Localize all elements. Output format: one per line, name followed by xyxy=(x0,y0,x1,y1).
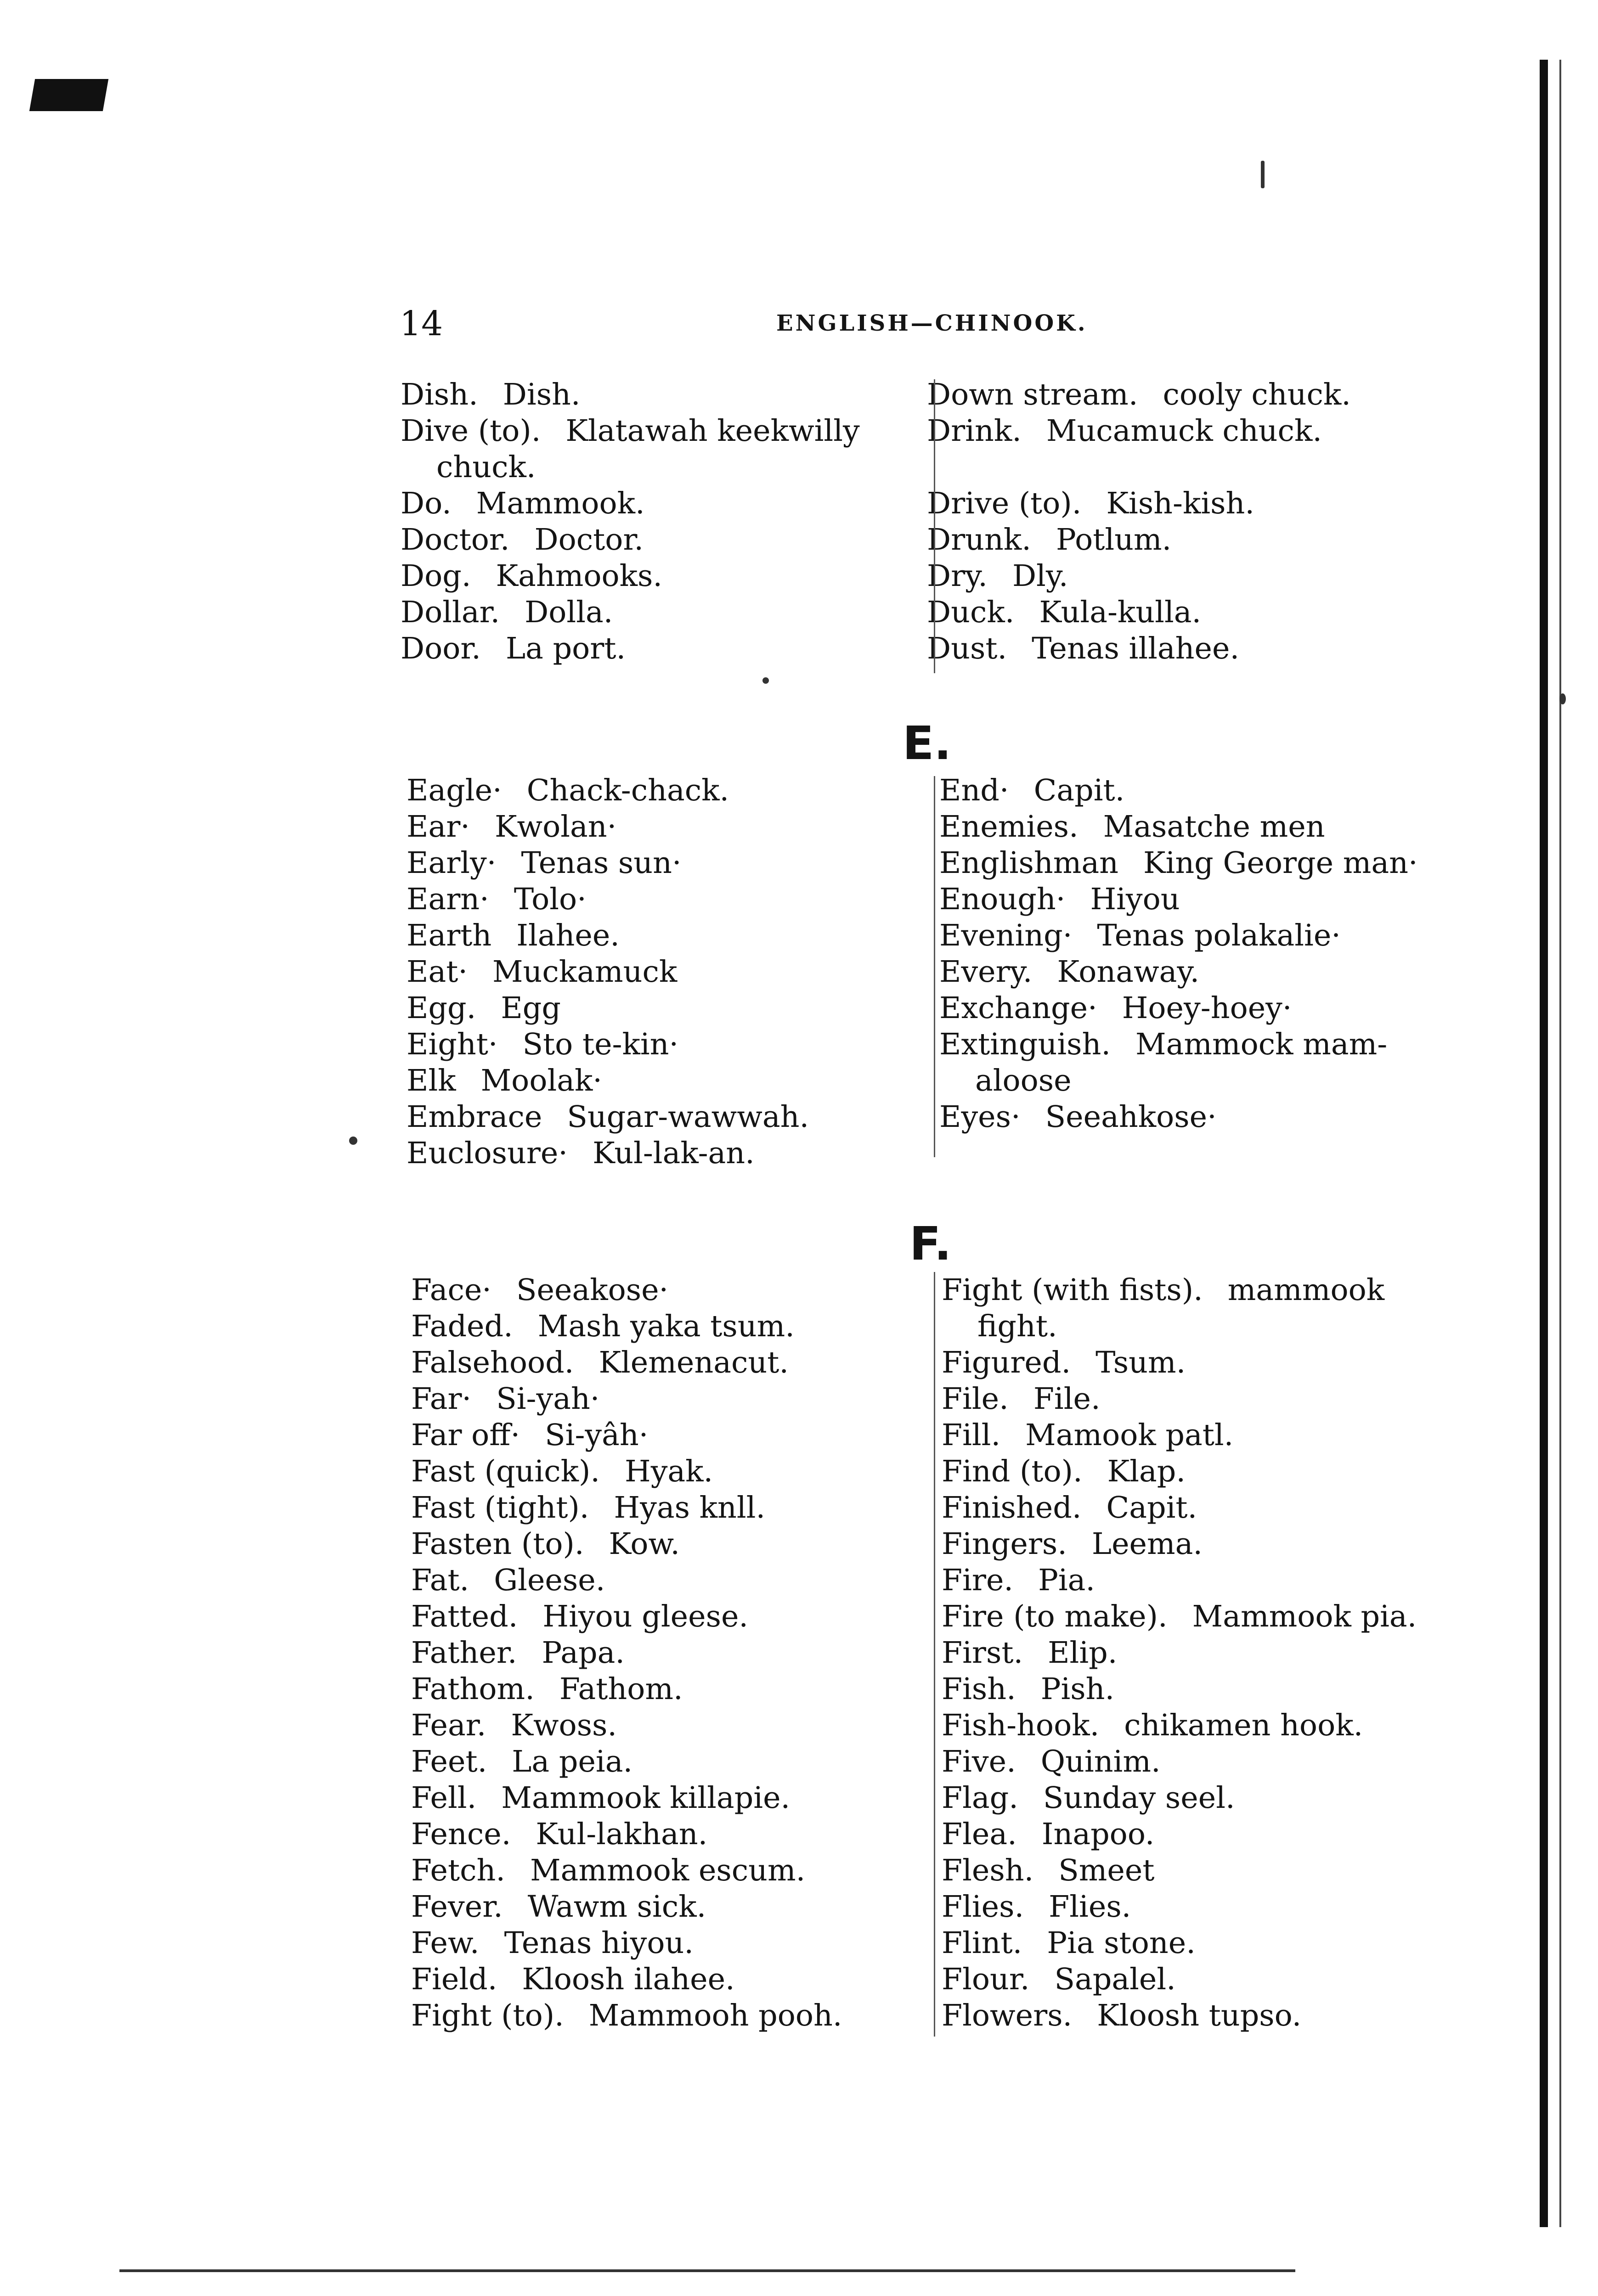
chinook-word: Kahmooks. xyxy=(496,559,663,593)
page-number: 14 xyxy=(400,304,443,343)
scan-speck xyxy=(1559,693,1566,704)
chinook-word: Mammook killapie. xyxy=(501,1781,791,1815)
english-word: Earn· xyxy=(407,882,489,917)
english-word: Eyes· xyxy=(939,1100,1021,1134)
dictionary-entry xyxy=(942,1816,1417,1852)
english-word: Fell. xyxy=(411,1781,477,1815)
english-word: Ear· xyxy=(407,810,470,844)
dictionary-entry xyxy=(942,1925,1417,1961)
english-word: Drive (to). xyxy=(927,486,1082,521)
chinook-word: Pia. xyxy=(1038,1563,1095,1598)
english-word: Flesh. xyxy=(942,1853,1034,1888)
english-word: Duck. xyxy=(927,595,1015,630)
english-word: Fast (tight). xyxy=(411,1491,589,1525)
english-word: Drunk. xyxy=(927,523,1031,557)
dictionary-entry xyxy=(927,413,1351,449)
section-letter-f: F. xyxy=(909,1217,952,1271)
chinook-word: Dish. xyxy=(503,377,581,412)
dictionary-entry xyxy=(411,1598,842,1635)
english-word: Field. xyxy=(411,1962,497,1997)
english-word: Extinguish. xyxy=(939,1027,1111,1062)
chinook-word: Hyak. xyxy=(625,1454,713,1489)
chinook-word: Ilahee. xyxy=(516,918,620,953)
chinook-word: Mammooh pooh. xyxy=(588,1998,842,2033)
english-word: Fill. xyxy=(942,1418,1001,1452)
english-word: Every. xyxy=(939,955,1033,989)
dictionary-entry xyxy=(411,1272,842,1308)
chinook-word: Si-yah· xyxy=(496,1382,600,1416)
chinook-word: Kula-kulla. xyxy=(1039,595,1202,630)
chinook-word: Smeet xyxy=(1058,1853,1155,1888)
english-word: First. xyxy=(942,1636,1023,1670)
english-word: Faded. xyxy=(411,1309,513,1344)
dictionary-entry xyxy=(927,522,1351,558)
dictionary-entry xyxy=(401,558,860,594)
english-word: Fence. xyxy=(411,1817,511,1851)
english-word: Find (to). xyxy=(942,1454,1083,1489)
english-word: Far· xyxy=(411,1382,472,1416)
dictionary-entry xyxy=(407,990,809,1026)
english-word: Enemies. xyxy=(939,810,1079,844)
dictionary-entry xyxy=(411,1707,842,1744)
chinook-word: Kwolan· xyxy=(494,810,617,844)
dictionary-entry xyxy=(411,1308,842,1345)
english-word: Evening· xyxy=(939,918,1073,953)
chinook-word: La port. xyxy=(505,631,626,666)
chinook-word: Tenas polakalie· xyxy=(1097,918,1341,953)
english-word: Feet. xyxy=(411,1745,487,1779)
chinook-word: Chack-chack. xyxy=(526,773,729,808)
chinook-word: Kul-lakhan. xyxy=(536,1817,708,1851)
english-word: Englishman xyxy=(939,846,1118,880)
chinook-word: Klemenacut. xyxy=(599,1345,789,1380)
chinook-word: chikamen hook. xyxy=(1124,1708,1363,1743)
chinook-word: Konaway. xyxy=(1057,955,1200,989)
dictionary-entry xyxy=(407,1063,809,1099)
chinook-word: Tenas illahee. xyxy=(1032,631,1240,666)
dictionary-entry xyxy=(407,917,809,954)
chinook-word: Flies. xyxy=(1049,1890,1131,1924)
dictionary-entry xyxy=(927,558,1351,594)
chinook-word: cooly chuck. xyxy=(1163,377,1351,412)
english-word: Dollar. xyxy=(401,595,500,630)
dictionary-entry xyxy=(411,1998,842,2034)
english-word: File. xyxy=(942,1382,1009,1416)
english-word: Dog. xyxy=(401,559,471,593)
chinook-word: Kish-kish. xyxy=(1106,486,1255,521)
column-divider xyxy=(934,379,935,673)
english-word: Few. xyxy=(411,1926,480,1960)
dictionary-entry xyxy=(942,1272,1417,1308)
english-word: Down stream. xyxy=(927,377,1138,412)
chinook-word: Muckamuck xyxy=(492,955,678,989)
dictionary-entry xyxy=(942,1780,1417,1816)
english-word: Fingers. xyxy=(942,1527,1067,1561)
dictionary-entry xyxy=(407,809,809,845)
dictionary-entry xyxy=(942,1598,1417,1635)
section-d-left-column xyxy=(401,377,860,667)
chinook-word: Mammook pia. xyxy=(1192,1599,1417,1634)
english-word: Fear. xyxy=(411,1708,486,1743)
dictionary-entry xyxy=(927,377,1351,413)
entry-continuation: aloose xyxy=(975,1064,1072,1098)
chinook-word: Wawm sick. xyxy=(527,1890,706,1924)
chinook-word: Leema. xyxy=(1091,1527,1203,1561)
chinook-word: Kloosh tupso. xyxy=(1097,1998,1302,2033)
chinook-word: Tenas sun· xyxy=(521,846,682,880)
dictionary-entry xyxy=(942,1635,1417,1671)
dictionary-entry xyxy=(407,1135,809,1171)
english-word: Fasten (to). xyxy=(411,1527,584,1561)
english-word: Flag. xyxy=(942,1781,1018,1815)
entry-continuation: chuck. xyxy=(436,450,536,484)
english-word: Fish. xyxy=(942,1672,1016,1706)
chinook-word: Gleese. xyxy=(494,1563,605,1598)
chinook-word: Dly. xyxy=(1012,559,1068,593)
running-head: ENGLISH—CHINOOK. xyxy=(776,310,1088,336)
chinook-word: Sunday seel. xyxy=(1043,1781,1235,1815)
dictionary-entry xyxy=(407,1099,809,1135)
section-e-left-column xyxy=(407,772,809,1171)
english-word: Dry. xyxy=(927,559,988,593)
dictionary-entry xyxy=(939,1099,1418,1135)
blank-row xyxy=(927,449,1351,485)
english-word: Flowers. xyxy=(942,1998,1073,2033)
dictionary-entry xyxy=(401,413,860,449)
chinook-word: Mammook. xyxy=(476,486,645,521)
dictionary-entry xyxy=(411,1453,842,1490)
section-f-right-column xyxy=(942,1272,1417,2034)
dictionary-entry xyxy=(927,485,1351,522)
english-word: Fathom. xyxy=(411,1672,535,1706)
chinook-word: Masatche men xyxy=(1103,810,1325,844)
dictionary-entry xyxy=(942,1562,1417,1598)
dictionary-entry xyxy=(411,1635,842,1671)
dictionary-entry xyxy=(942,1417,1417,1453)
chinook-word: Mucamuck chuck. xyxy=(1046,414,1322,448)
dictionary-entry xyxy=(411,1816,842,1852)
dictionary-entry xyxy=(942,1889,1417,1925)
dictionary-entry xyxy=(411,1961,842,1998)
chinook-word: Tolo· xyxy=(514,882,587,917)
english-word: Euclosure· xyxy=(407,1136,568,1171)
english-word: Dive (to). xyxy=(401,414,541,448)
dictionary-entry xyxy=(942,1852,1417,1889)
english-word: Fire. xyxy=(942,1563,1014,1598)
english-word: Fast (quick). xyxy=(411,1454,600,1489)
english-word: Figured. xyxy=(942,1345,1071,1380)
dictionary-entry xyxy=(411,1744,842,1780)
english-word: Face· xyxy=(411,1273,491,1307)
chinook-word: Tsum. xyxy=(1095,1345,1186,1380)
dictionary-entry xyxy=(401,630,860,667)
chinook-word: Pish. xyxy=(1040,1672,1115,1706)
english-word: Eight· xyxy=(407,1027,498,1062)
dictionary-entry xyxy=(401,522,860,558)
dictionary-entry xyxy=(942,1381,1417,1417)
dictionary-entry xyxy=(411,1490,842,1526)
chinook-word: Hiyou xyxy=(1090,882,1180,917)
dictionary-entry xyxy=(407,954,809,990)
dictionary-entry xyxy=(407,772,809,809)
english-word: Earth xyxy=(407,918,492,953)
english-word: Fever. xyxy=(411,1890,503,1924)
scan-speck xyxy=(349,1137,357,1145)
dictionary-entry xyxy=(411,1780,842,1816)
binding-edge-rule xyxy=(1540,60,1548,2227)
dictionary-entry xyxy=(942,1744,1417,1780)
english-word: Father. xyxy=(411,1636,517,1670)
dictionary-entry xyxy=(411,1526,842,1562)
chinook-word: Hiyou gleese. xyxy=(542,1599,749,1634)
chinook-word: Hyas knll. xyxy=(614,1491,766,1525)
dictionary-entry xyxy=(401,594,860,630)
dictionary-entry xyxy=(942,1671,1417,1707)
english-word: Five. xyxy=(942,1745,1016,1779)
chinook-word: Klatawah keekwilly xyxy=(565,414,860,448)
chinook-word: Si-yâh· xyxy=(545,1418,649,1452)
section-f-left-column xyxy=(411,1272,842,2034)
chinook-word: Capit. xyxy=(1106,1491,1197,1525)
page-header xyxy=(400,304,1456,350)
dictionary-entry xyxy=(411,1381,842,1417)
english-word: Fish-hook. xyxy=(942,1708,1100,1743)
chinook-word: Egg xyxy=(501,991,561,1025)
entry-continuation: fight. xyxy=(977,1309,1057,1344)
chinook-word: Sto te-kin· xyxy=(522,1027,679,1062)
chinook-word: Tenas hiyou. xyxy=(504,1926,694,1960)
english-word: Fire (to make). xyxy=(942,1599,1168,1634)
english-word: Fight (to). xyxy=(411,1998,564,2033)
dictionary-entry xyxy=(407,845,809,881)
english-word: Embrace xyxy=(407,1100,542,1134)
dictionary-entry xyxy=(939,990,1418,1026)
dictionary-entry xyxy=(411,1671,842,1707)
chinook-word: La peia. xyxy=(512,1745,633,1779)
english-word: End· xyxy=(939,773,1009,808)
chinook-word: Kwoss. xyxy=(511,1708,617,1743)
chinook-word: Hoey-hoey· xyxy=(1122,991,1292,1025)
english-word: Finished. xyxy=(942,1491,1082,1525)
english-word: Fetch. xyxy=(411,1853,506,1888)
dictionary-entry xyxy=(411,1889,842,1925)
chinook-word: Pia stone. xyxy=(1047,1926,1196,1960)
dictionary-entry xyxy=(411,1852,842,1889)
chinook-word: Quinim. xyxy=(1040,1745,1161,1779)
english-word: Dish. xyxy=(401,377,478,412)
english-word: Elk xyxy=(407,1064,456,1098)
chinook-word: File. xyxy=(1033,1382,1101,1416)
column-divider xyxy=(934,776,935,1157)
chinook-word: Inapoo. xyxy=(1041,1817,1155,1851)
chinook-word: Moolak· xyxy=(480,1064,603,1098)
section-d-right-column xyxy=(927,377,1351,667)
dictionary-entry xyxy=(939,1026,1418,1063)
chinook-word: Kloosh ilahee. xyxy=(522,1962,735,1997)
english-word: Do. xyxy=(401,486,452,521)
chinook-word: Seeakose· xyxy=(516,1273,669,1307)
chinook-word: Kow. xyxy=(609,1527,680,1561)
chinook-word: Dolla. xyxy=(525,595,613,630)
scan-corner-mark xyxy=(29,79,108,111)
chinook-word: Fathom. xyxy=(559,1672,683,1706)
chinook-word: Potlum. xyxy=(1056,523,1172,557)
dictionary-entry xyxy=(942,1998,1417,2034)
chinook-word: Seeahkose· xyxy=(1045,1100,1217,1134)
dictionary-entry xyxy=(942,1961,1417,1998)
dictionary-entry xyxy=(407,1026,809,1063)
dictionary-entry xyxy=(939,917,1418,954)
english-word: Eat· xyxy=(407,955,468,989)
dictionary-entry xyxy=(942,1345,1417,1381)
chinook-word: Doctor. xyxy=(534,523,644,557)
chinook-word: mammook xyxy=(1227,1273,1385,1307)
chinook-word: Klap. xyxy=(1107,1454,1186,1489)
chinook-word: Mammook escum. xyxy=(530,1853,806,1888)
section-e-right-column xyxy=(939,772,1418,1135)
dictionary-entry xyxy=(939,845,1418,881)
column-divider xyxy=(934,1272,935,2037)
dictionary-entry xyxy=(942,1453,1417,1490)
binding-edge-rule-inner xyxy=(1559,60,1561,2227)
english-word: Flea. xyxy=(942,1817,1017,1851)
bottom-rule xyxy=(119,2269,1295,2272)
dictionary-entry xyxy=(939,772,1418,809)
chinook-word: Mash yaka tsum. xyxy=(537,1309,795,1344)
dictionary-entry xyxy=(939,881,1418,917)
scan-speck xyxy=(1261,161,1265,188)
dictionary-entry xyxy=(927,630,1351,667)
chinook-word: Sugar-wawwah. xyxy=(567,1100,809,1134)
english-word: Enough· xyxy=(939,882,1066,917)
english-word: Doctor. xyxy=(401,523,510,557)
section-letter-e: E. xyxy=(903,716,952,770)
english-word: Exchange· xyxy=(939,991,1097,1025)
dictionary-entry xyxy=(411,1417,842,1453)
dictionary-entry xyxy=(411,1562,842,1598)
chinook-word: Mamook patl. xyxy=(1025,1418,1234,1452)
english-word: Flies. xyxy=(942,1890,1024,1924)
english-word: Fat. xyxy=(411,1563,469,1598)
english-word: Dust. xyxy=(927,631,1007,666)
chinook-word: Mammock mam- xyxy=(1135,1027,1388,1062)
dictionary-entry xyxy=(942,1707,1417,1744)
english-word: Fight (with fists). xyxy=(942,1273,1203,1307)
chinook-word: Elip. xyxy=(1048,1636,1118,1670)
english-word: Door. xyxy=(401,631,481,666)
dictionary-entry xyxy=(407,881,809,917)
chinook-word: Capit. xyxy=(1033,773,1125,808)
scan-speck xyxy=(762,677,769,684)
english-word: Egg. xyxy=(407,991,476,1025)
chinook-word: Kul-lak-an. xyxy=(593,1136,755,1171)
chinook-word: Papa. xyxy=(542,1636,625,1670)
chinook-word: King George man· xyxy=(1143,846,1418,880)
dictionary-entry xyxy=(942,1526,1417,1562)
english-word: Flint. xyxy=(942,1926,1022,1960)
english-word: Eagle· xyxy=(407,773,502,808)
english-word: Far off· xyxy=(411,1418,520,1452)
chinook-word: Sapalel. xyxy=(1054,1962,1176,1997)
dictionary-entry xyxy=(927,594,1351,630)
dictionary-entry xyxy=(411,1925,842,1961)
dictionary-entry xyxy=(411,1345,842,1381)
english-word: Falsehood. xyxy=(411,1345,574,1380)
dictionary-entry xyxy=(401,485,860,522)
dictionary-entry xyxy=(939,809,1418,845)
english-word: Early· xyxy=(407,846,497,880)
dictionary-entry xyxy=(942,1490,1417,1526)
english-word: Flour. xyxy=(942,1962,1030,1997)
dictionary-entry xyxy=(939,954,1418,990)
dictionary-entry xyxy=(401,377,860,413)
english-word: Fatted. xyxy=(411,1599,518,1634)
english-word: Drink. xyxy=(927,414,1022,448)
